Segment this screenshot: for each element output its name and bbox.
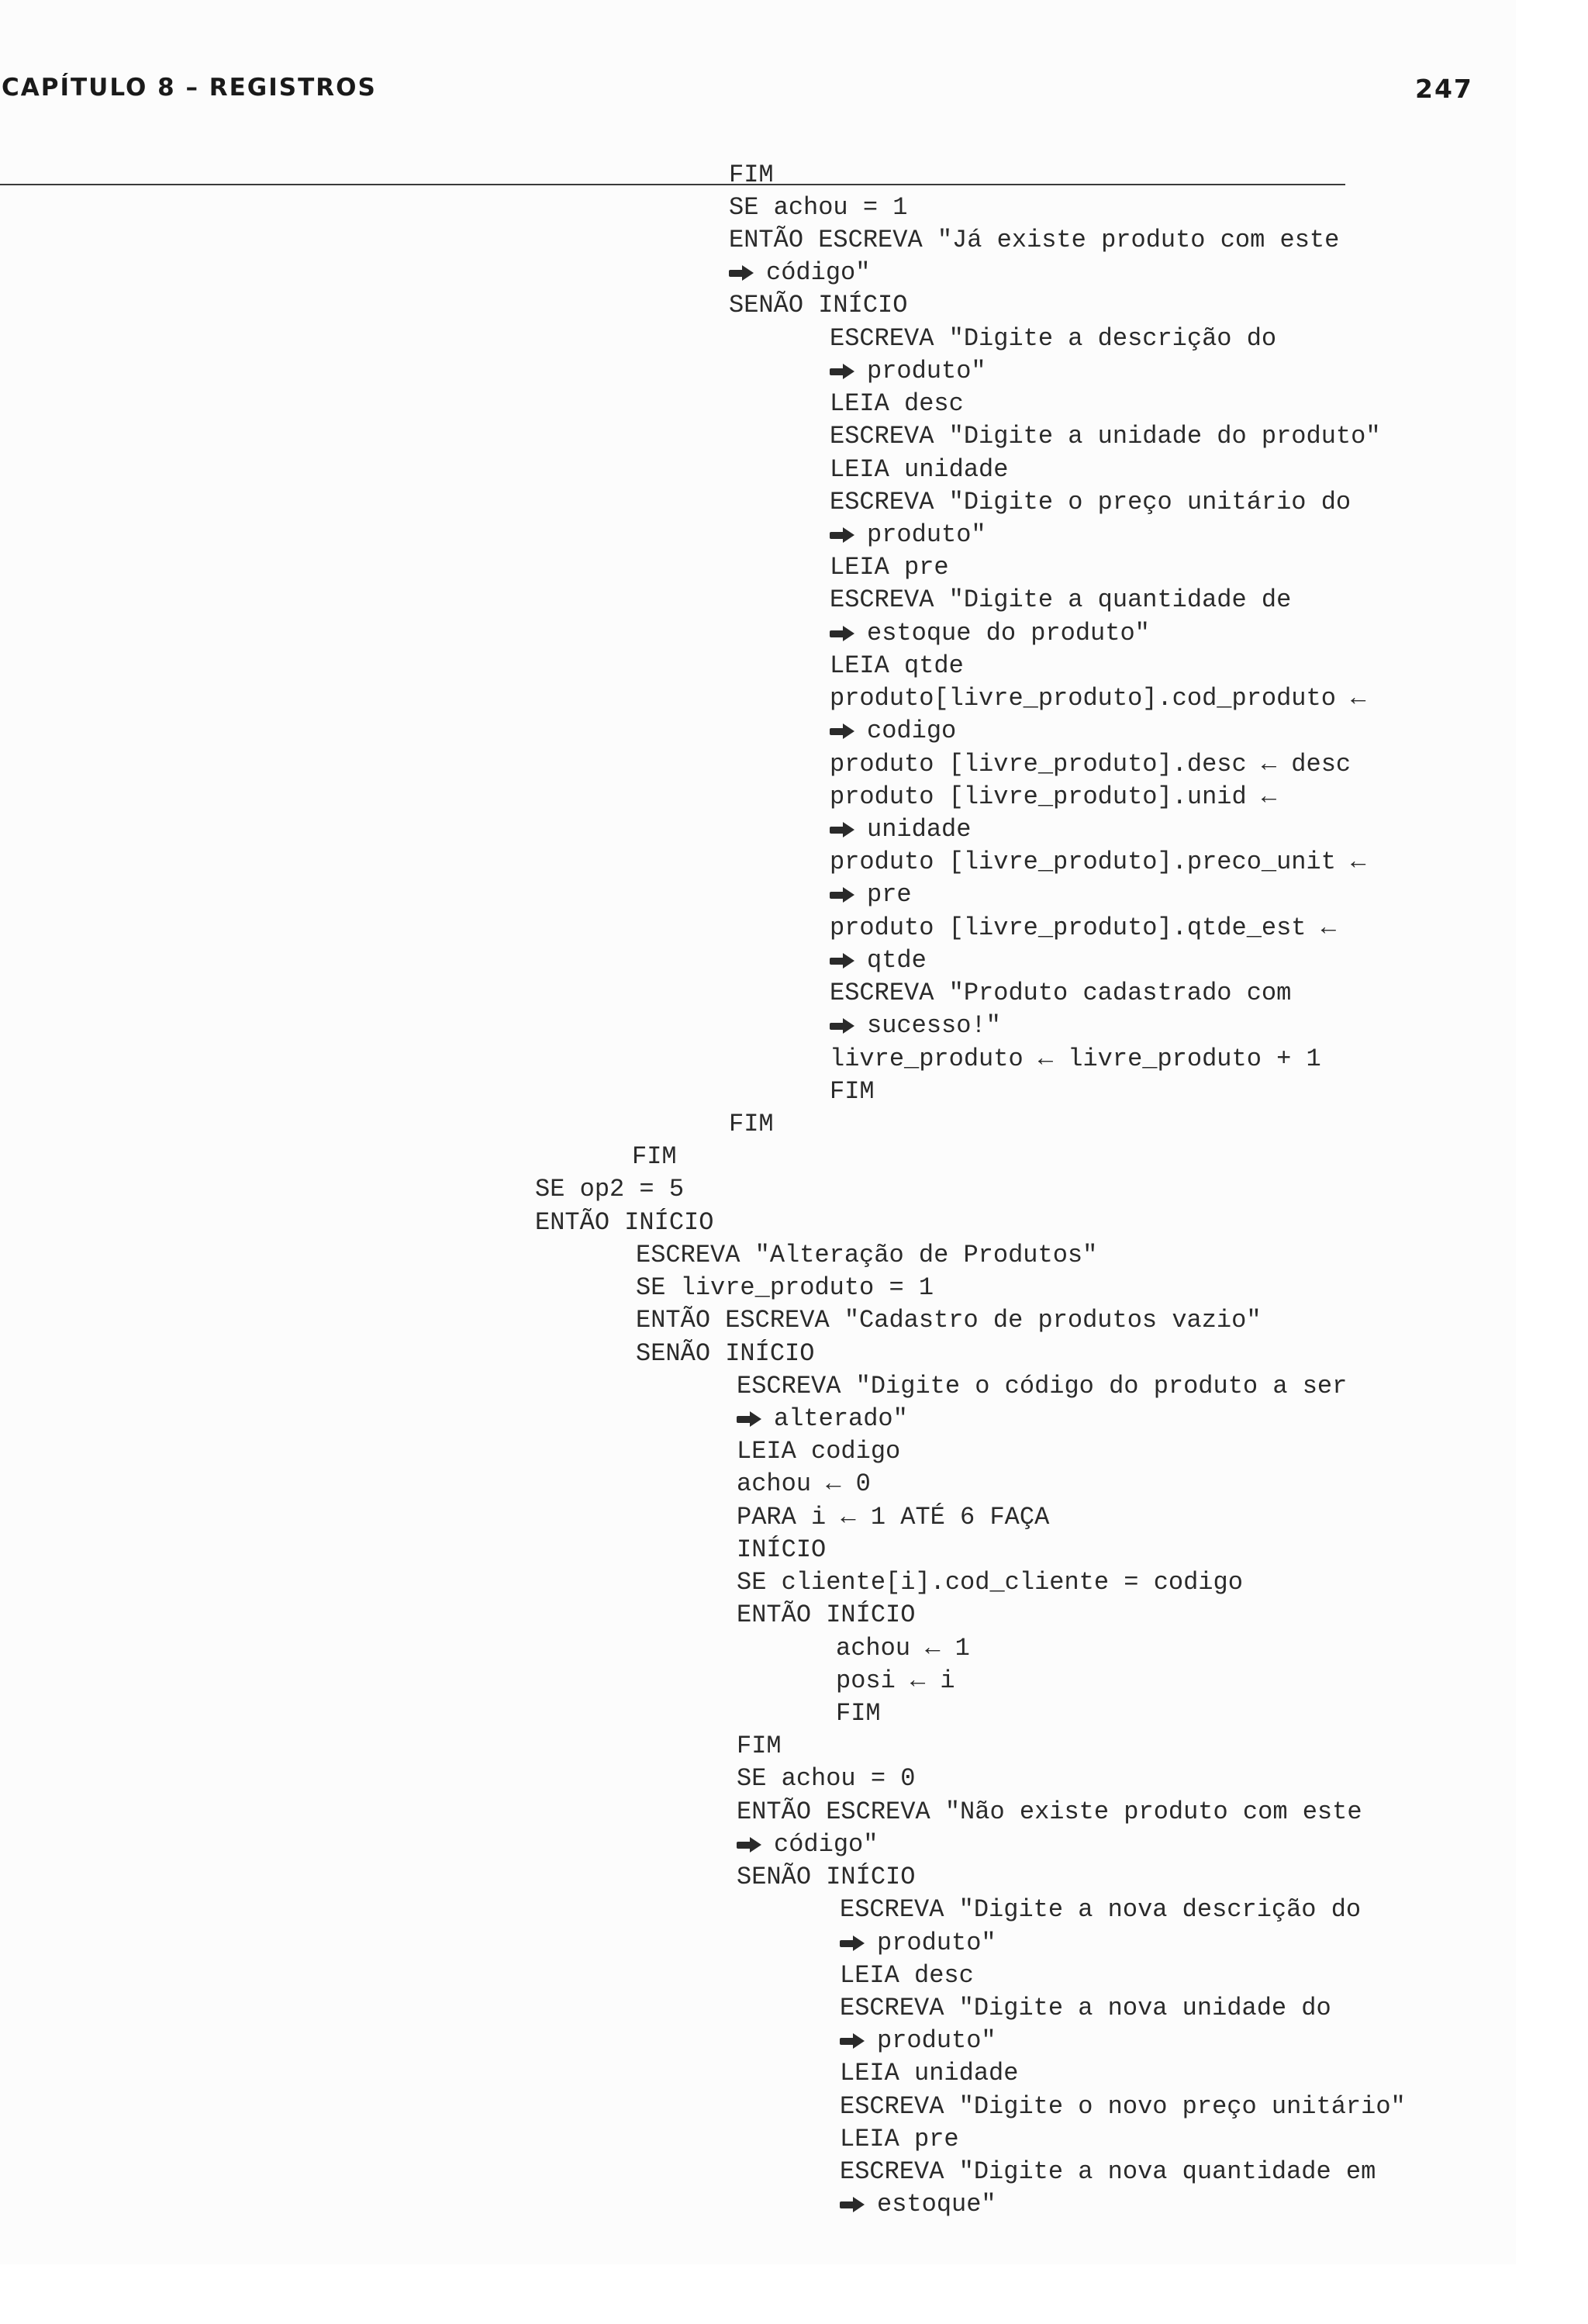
code-line: SENÃO INÍCIO [737, 1863, 916, 1891]
continuation-arrow-icon [737, 1837, 765, 1853]
code-line: LEIA unidade [840, 2059, 1019, 2087]
code-line: SE achou = 1 [729, 193, 908, 222]
code-line: estoque do produto" [830, 617, 1150, 650]
code-line: LEIA desc [830, 389, 964, 418]
continuation-arrow-icon [830, 723, 858, 739]
continuation-arrow-icon [737, 1411, 765, 1427]
code-line: ESCREVA "Digite a quantidade de [830, 585, 1292, 614]
code-line: código" [729, 257, 870, 289]
code-line: FIM [737, 1732, 782, 1760]
continuation-arrow-icon [830, 626, 858, 641]
code-line: ESCREVA "Digite a descrição do [830, 324, 1277, 353]
code-line: produto" [830, 519, 986, 551]
continuation-arrow-icon [830, 953, 858, 969]
page-header [0, 74, 1473, 120]
code-line: achou ← 0 [737, 1469, 871, 1498]
code-line: produto [livre_produto].desc ← desc [830, 750, 1352, 779]
code-line: ESCREVA "Digite a nova quantidade em [840, 2157, 1376, 2186]
continuation-arrow-icon [840, 2033, 868, 2049]
continuation-arrow-icon [840, 2197, 868, 2212]
code-line: ENTÃO INÍCIO [737, 1601, 916, 1629]
code-line: ESCREVA "Alteração de Produtos" [636, 1241, 1098, 1269]
code-line: FIM [836, 1699, 881, 1728]
code-line: produto" [840, 1927, 996, 1960]
code-line: ESCREVA "Digite o preço unitário do [830, 488, 1352, 516]
code-line: ESCREVA "Digite o novo preço unitário" [840, 2092, 1406, 2121]
code-line: SE achou = 0 [737, 1764, 916, 1793]
code-line: LEIA pre [830, 553, 949, 582]
code-line: codigo [830, 715, 956, 748]
code-line: SE op2 = 5 [535, 1175, 685, 1203]
continuation-arrow-icon [830, 1018, 858, 1034]
code-line: ESCREVA "Produto cadastrado com [830, 979, 1292, 1007]
code-line: INÍCIO [737, 1535, 827, 1564]
continuation-arrow-icon [830, 527, 858, 543]
code-line: alterado" [737, 1403, 908, 1435]
continuation-arrow-icon [729, 265, 757, 281]
chapter-title: CAPÍTULO 8 – REGISTROS [2, 74, 377, 102]
code-line: livre_produto ← livre_produto + 1 [830, 1045, 1321, 1073]
continuation-arrow-icon [840, 1936, 868, 1951]
code-line: posi ← i [836, 1666, 955, 1695]
code-line: sucesso!" [830, 1010, 1001, 1042]
continuation-arrow-icon [830, 887, 858, 903]
code-line: SENÃO INÍCIO [636, 1339, 815, 1368]
code-line: produto" [830, 355, 986, 388]
continuation-arrow-icon [830, 364, 858, 379]
page-number: 247 [1415, 74, 1473, 104]
code-line: FIM [632, 1142, 677, 1171]
code-line: ESCREVA "Digite a unidade do produto" [830, 422, 1381, 451]
code-line: produto [livre_produto].preco_unit ← [830, 848, 1366, 876]
code-line: unidade [830, 813, 971, 846]
code-line: ENTÃO INÍCIO [535, 1208, 714, 1237]
code-line: SE cliente[i].cod_cliente = codigo [737, 1568, 1243, 1597]
code-line: FIM [729, 1110, 774, 1138]
code-line: produto" [840, 2025, 996, 2057]
code-line: LEIA desc [840, 1961, 974, 1990]
code-line: FIM [729, 161, 774, 189]
code-line: PARA i ← 1 ATÉ 6 FAÇA [737, 1503, 1050, 1531]
code-line: LEIA qtde [830, 651, 964, 680]
code-line: ENTÃO ESCREVA "Já existe produto com este [729, 226, 1340, 254]
code-line: SENÃO INÍCIO [729, 291, 908, 319]
code-line: pre [830, 879, 912, 911]
code-line: código" [737, 1828, 878, 1861]
code-line: produto [livre_produto].unid ← [830, 782, 1277, 811]
code-line: ESCREVA "Digite a nova unidade do [840, 1994, 1331, 2022]
code-line: estoque" [840, 2188, 996, 2221]
code-line: ESCREVA "Digite o código do produto a ser [737, 1372, 1348, 1400]
code-line: ENTÃO ESCREVA "Não existe produto com este [737, 1797, 1362, 1826]
code-line: LEIA pre [840, 2125, 959, 2153]
code-line: ENTÃO ESCREVA "Cadastro de produtos vazio" [636, 1306, 1262, 1335]
code-line: achou ← 1 [836, 1634, 970, 1663]
code-line: FIM [830, 1077, 875, 1106]
code-line: LEIA codigo [737, 1437, 901, 1466]
code-line: SE livre_produto = 1 [636, 1273, 934, 1302]
code-line: ESCREVA "Digite a nova descrição do [840, 1895, 1362, 1924]
code-line: qtde [830, 944, 927, 977]
continuation-arrow-icon [830, 822, 858, 837]
code-line: produto [livre_produto].qtde_est ← [830, 913, 1336, 942]
code-line: LEIA unidade [830, 455, 1009, 484]
header-rule [0, 184, 1345, 185]
code-line: produto[livre_produto].cod_produto ← [830, 684, 1366, 713]
